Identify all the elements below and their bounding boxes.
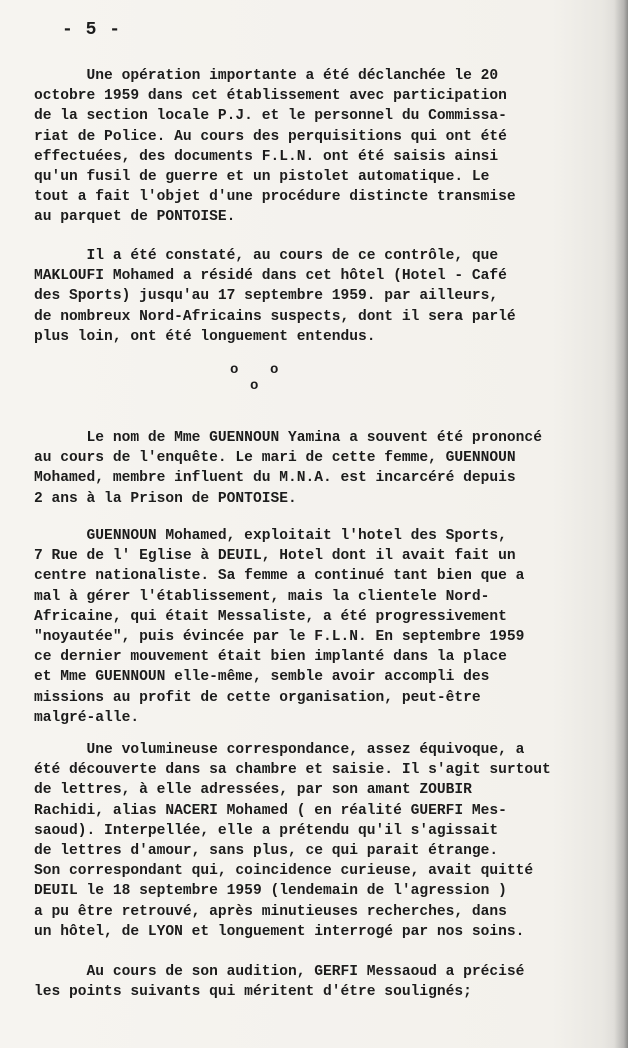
text-line: Une volumineuse correspondance, assez équivoque, a — [34, 742, 525, 758]
text-line: et Mme GUENNOUN elle-même, semble avoir accompli des — [34, 669, 490, 686]
text-line: GUENNOUN Mohamed, exploitait l'hotel des Sports, — [34, 528, 507, 544]
text-line: de la section locale P.J. et le personnel du Commissa- — [34, 108, 507, 125]
text-line: un hôtel, de LYON et longuement interrogé par nos soins. — [34, 923, 525, 940]
text-line: de nombreux Nord-Africains suspects, dont il sera parlé — [34, 308, 516, 325]
text-line: Au cours de son audition, GERFI Messaoud a précisé — [34, 964, 525, 980]
text-line: octobre 1959 dans cet établissement avec participation — [34, 88, 507, 105]
text-line: ce dernier mouvement était bien implanté dans la place — [34, 649, 507, 666]
text-line: mal à gérer l'établissement, mais la clientele Nord- — [34, 588, 490, 605]
separator-dot: o — [250, 378, 259, 394]
paragraph-guennoun-yamina — [34, 428, 614, 509]
paragraph-controle — [34, 246, 614, 347]
text-line: Le nom de Mme GUENNOUN Yamina a souvent été prononcé — [34, 430, 542, 446]
paragraph-hotel-des-sports — [34, 526, 614, 728]
text-line: saoud). Interpellée, elle a prétendu qu'il s'agissait — [34, 822, 499, 839]
paragraph-correspondance — [34, 740, 614, 942]
separator-dot: o — [270, 362, 279, 378]
text-line: "noyautée", puis évincée par le F.L.N. En septembre 1959 — [34, 628, 525, 645]
text-line: les points suivants qui méritent d'étre soulignés; — [34, 984, 472, 1001]
text-line: au parquet de PONTOISE. — [34, 209, 236, 226]
paragraph-operation — [34, 66, 614, 228]
text-line: Mohamed, membre influent du M.N.A. est incarcéré depuis — [34, 470, 516, 487]
paragraph-audition — [34, 962, 614, 1002]
section-separator — [226, 362, 286, 396]
text-line: missions au profit de cette organisation, peut-être — [34, 689, 481, 706]
text-line: riat de Police. Au cours des perquisitions qui ont été — [34, 128, 507, 145]
page-edge-shadow — [614, 0, 628, 1048]
text-line: centre nationaliste. Sa femme a continué tant bien que a — [34, 568, 525, 585]
text-line: 2 ans à la Prison de PONTOISE. — [34, 490, 297, 507]
text-line: Une opération importante a été déclanchée le 20 — [34, 68, 499, 84]
text-line: Rachidi, alias NACERI Mohamed ( en réalité GUERFI Mes- — [34, 802, 507, 819]
text-line: effectuées, des documents F.L.N. ont été saisis ainsi — [34, 148, 499, 165]
text-line: des Sports) jusqu'au 17 septembre 1959. par ailleurs, — [34, 288, 499, 305]
text-line: malgré-alle. — [34, 709, 140, 726]
separator-dot: o — [230, 362, 239, 378]
text-line: qu'un fusil de guerre et un pistolet automatique. Le — [34, 168, 490, 185]
text-line: plus loin, ont été longuement entendus. — [34, 328, 376, 345]
text-line: de lettres d'amour, sans plus, ce qui parait étrange. — [34, 842, 499, 859]
page-number: - 5 - — [62, 20, 122, 40]
text-line: a pu être retrouvé, après minutieuses recherches, dans — [34, 903, 507, 920]
text-line: Africaine, qui était Messaliste, a été progressivement — [34, 608, 507, 625]
text-line: DEUIL le 18 septembre 1959 (lendemain de l'agression ) — [34, 883, 507, 900]
text-line: Son correspondant qui, coincidence curieuse, avait quitté — [34, 863, 534, 880]
text-line: MAKLOUFI Mohamed a résidé dans cet hôtel (Hotel - Café — [34, 268, 507, 285]
text-line: été découverte dans sa chambre et saisie. Il s'agit surtout — [34, 762, 551, 779]
text-line: de lettres, à elle adressées, par son amant ZOUBIR — [34, 782, 472, 799]
text-line: au cours de l'enquête. Le mari de cette femme, GUENNOUN — [34, 450, 516, 467]
text-line: 7 Rue de l' Eglise à DEUIL, Hotel dont il avait fait un — [34, 548, 516, 565]
text-line: Il a été constaté, au cours de ce contrôle, que — [34, 248, 499, 264]
text-line: tout a fait l'objet d'une procédure distincte transmise — [34, 189, 516, 206]
